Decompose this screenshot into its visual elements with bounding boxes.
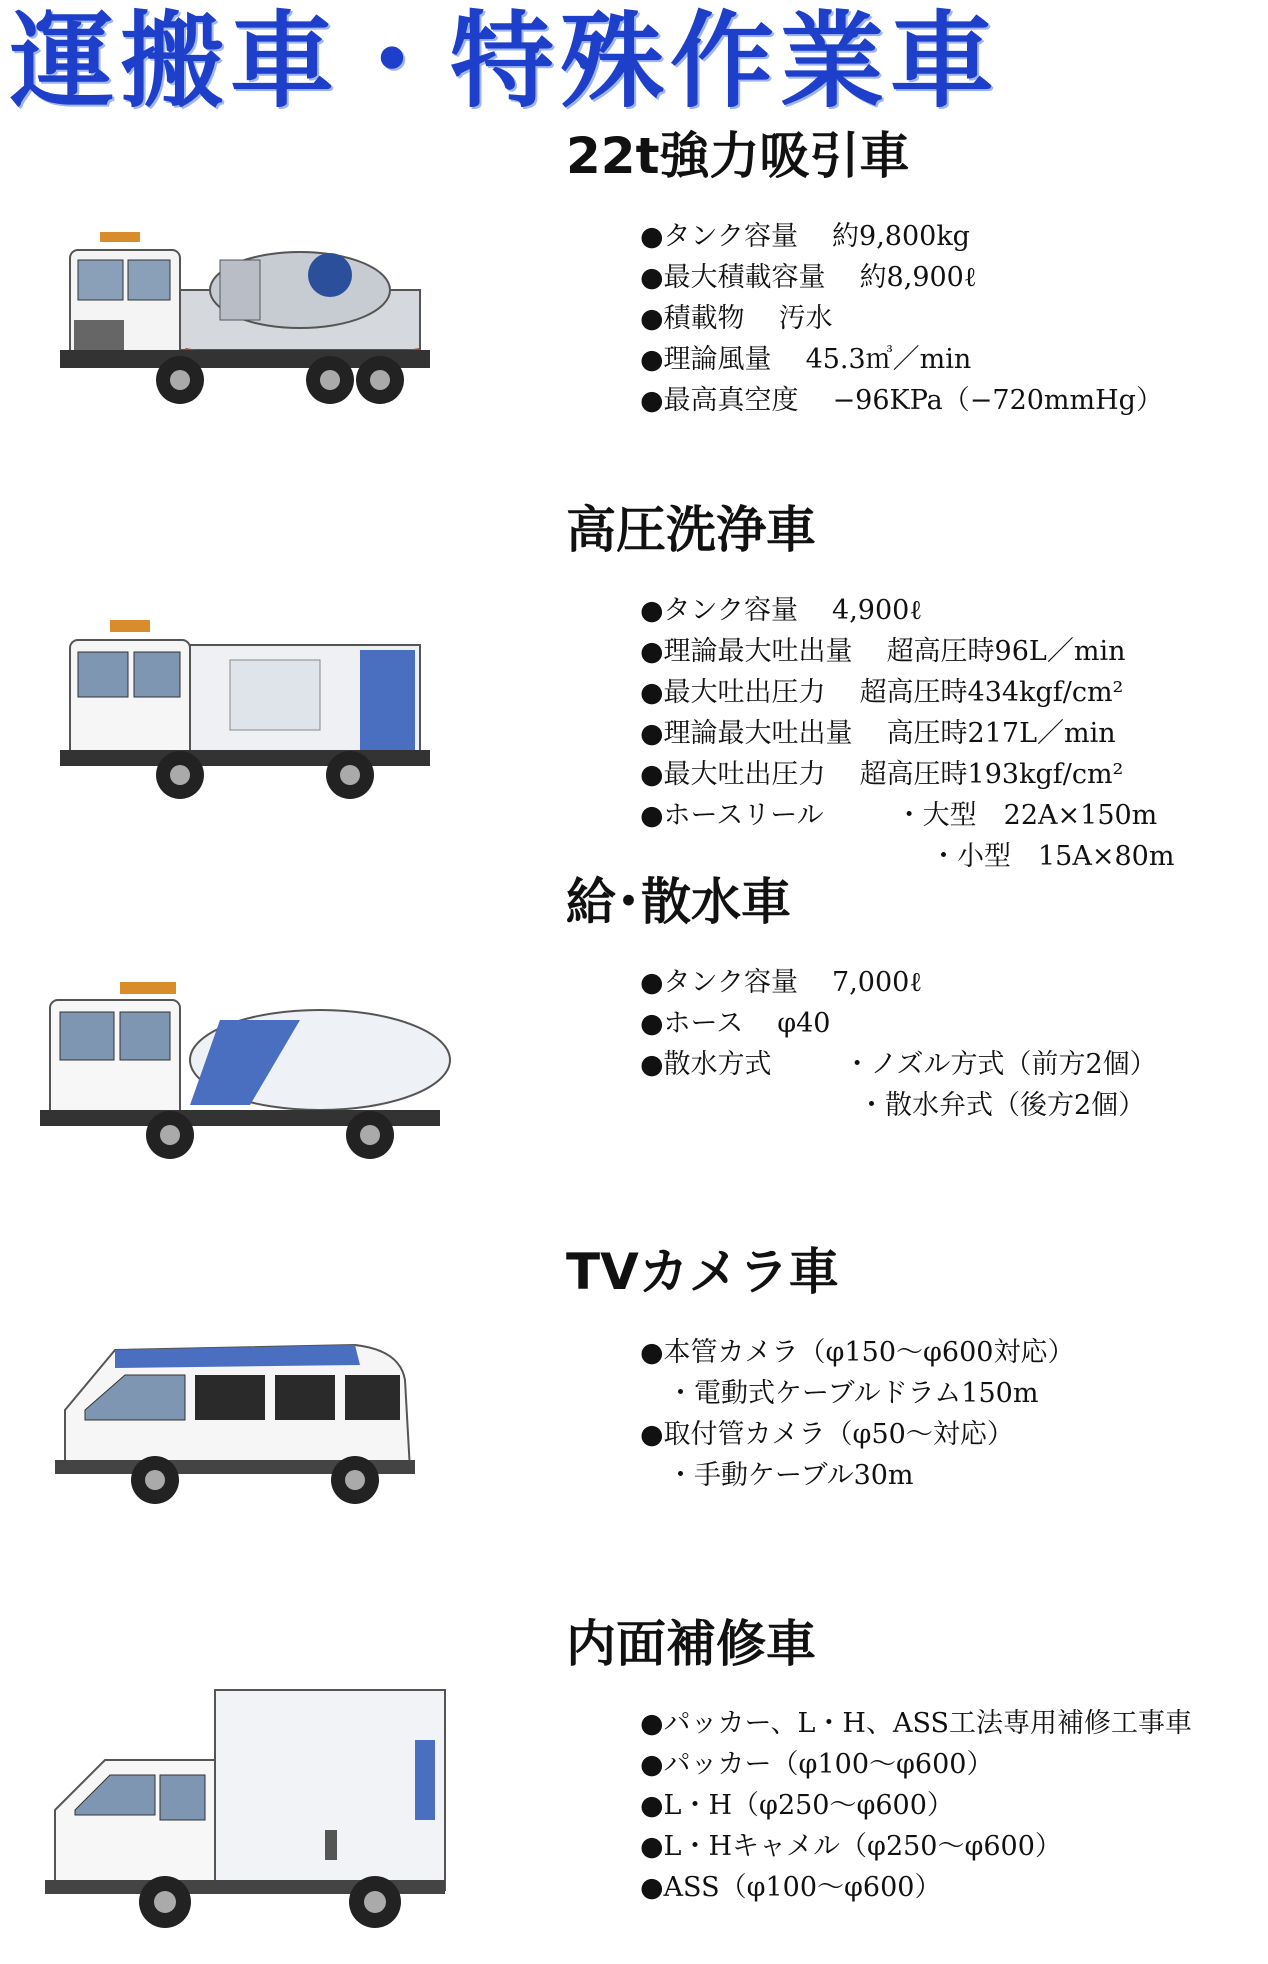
high-pressure-washer-truck-icon <box>60 600 430 800</box>
section-title-vacuum-truck: 22t強力吸引車 <box>566 127 910 185</box>
spec-item: ●パッカー、L・H、ASS工法専用補修工事車 <box>640 1708 1192 1739</box>
spec-item: ●パッカー（φ100～φ600） <box>640 1749 994 1780</box>
vacuum-truck-icon <box>60 220 430 410</box>
spec-item: ●ホース φ40 <box>640 1008 831 1039</box>
spec-list-tv-camera-van <box>640 1332 1074 1496</box>
spec-list-repair-truck <box>640 1703 1192 1908</box>
section-title-tv-camera-van: TVカメラ車 <box>566 1243 839 1301</box>
spec-item: ●理論最大吐出量 高圧時217L／min <box>640 718 1116 749</box>
spec-item: ●積載物 汚水 <box>640 303 833 334</box>
spec-list-vacuum-truck <box>640 216 1163 421</box>
repair-truck-icon <box>45 1680 455 1940</box>
section-title-high-pressure-washer: 高圧洗浄車 <box>566 501 816 559</box>
spec-item: ●L・Hキャメル（φ250～φ600） <box>640 1831 1062 1862</box>
spec-item: ●ASS（φ100～φ600） <box>640 1872 942 1903</box>
camera-van-icon <box>55 1320 425 1520</box>
spec-list-high-pressure-washer <box>640 590 1174 877</box>
spec-item: ●最大積載容量 約8,900ℓ <box>640 262 977 293</box>
spec-list-water-tanker <box>640 962 1157 1126</box>
spec-item: ●L・H（φ250～φ600） <box>640 1790 954 1821</box>
spec-item: ●本管カメラ（φ150～φ600対応） <box>640 1337 1075 1368</box>
spec-item: ●最高真空度 −96KPa（−720mmHg） <box>640 385 1163 416</box>
spec-item: ●理論風量 45.3㎥／min <box>640 344 972 375</box>
spec-item: ●タンク容量 約9,800kg <box>640 221 970 252</box>
spec-item: ・小型 15A×80m <box>930 841 1175 872</box>
spec-item: ●取付管カメラ（φ50～対応） <box>640 1419 1014 1450</box>
spec-item: ●散水方式 ・ノズル方式（前方2個） <box>640 1049 1157 1080</box>
spec-item: ●最大吐出圧力 超高圧時193kgf/cm² <box>640 759 1124 790</box>
spec-item: ●理論最大吐出量 超高圧時96L／min <box>640 636 1126 667</box>
spec-item: ●最大吐出圧力 超高圧時434kgf/cm² <box>640 677 1124 708</box>
water-tanker-truck-icon <box>40 960 460 1160</box>
spec-item: ・電動式ケーブルドラム150m <box>640 1378 1039 1409</box>
section-title-repair-truck: 内面補修車 <box>566 1615 816 1673</box>
spec-item: ●タンク容量 4,900ℓ <box>640 595 923 626</box>
page-title: 運搬車・特殊作業車 <box>10 0 1001 122</box>
spec-item: ・手動ケーブル30m <box>640 1460 914 1491</box>
spec-item: ●ホースリール ・大型 22A×150m <box>640 800 1158 831</box>
section-title-water-tanker: 給･散水車 <box>566 873 791 931</box>
spec-item: ・散水弁式（後方2個） <box>858 1090 1146 1121</box>
spec-item: ●タンク容量 7,000ℓ <box>640 967 923 998</box>
